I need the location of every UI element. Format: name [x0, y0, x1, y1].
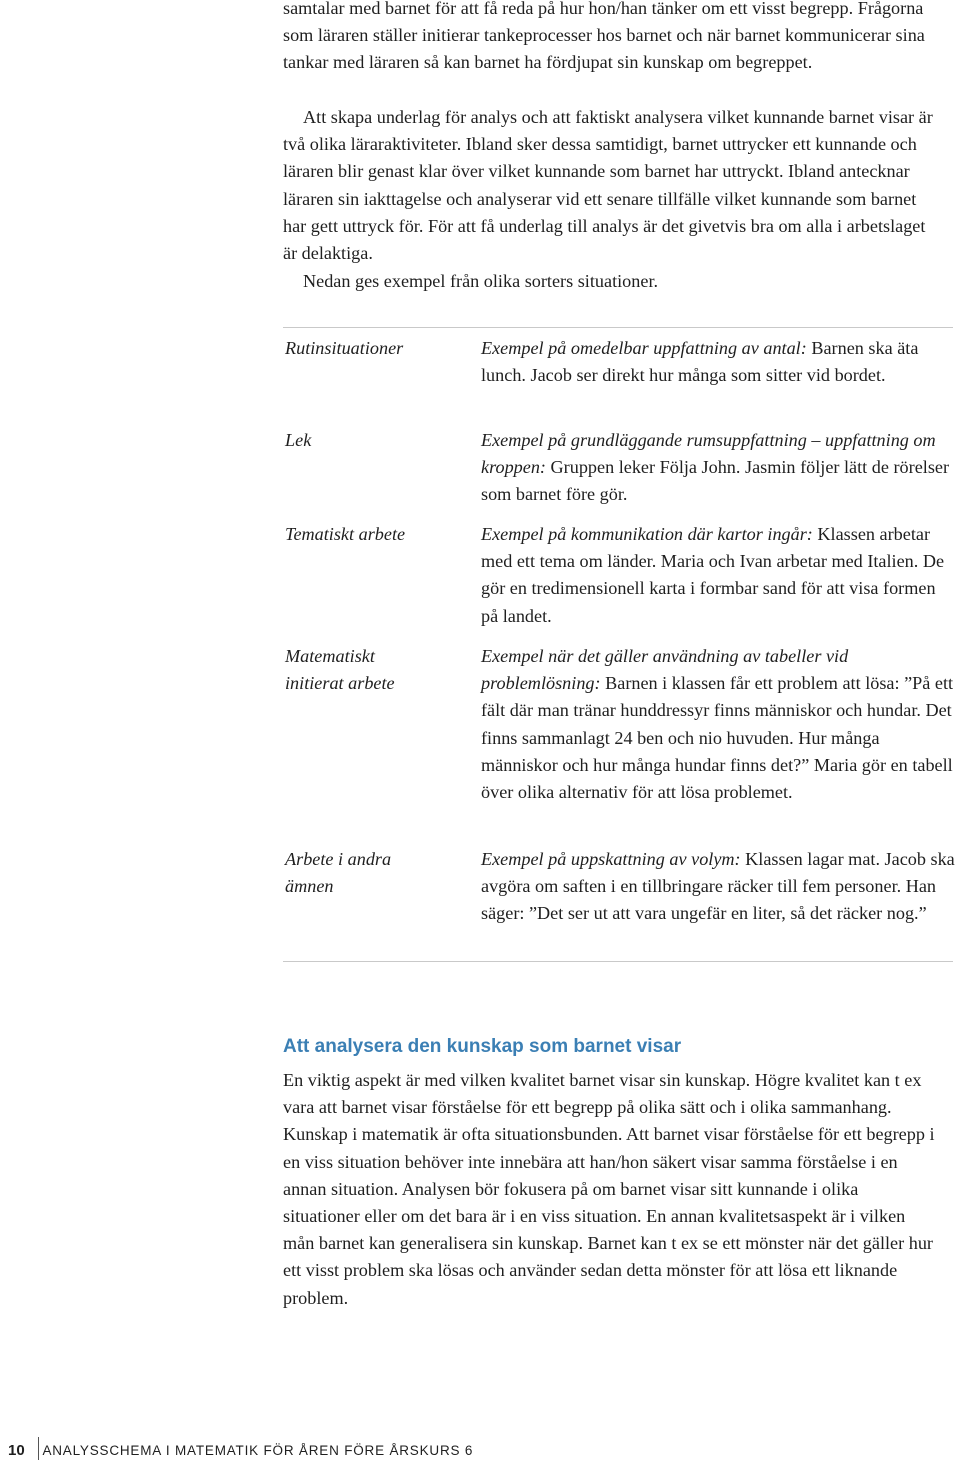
situation-example	[481, 846, 956, 928]
section-body: En viktig aspekt är med vilken kvalitet barnet visar sin kunskap. Högre kvalitet kan t ex vara att barnet visar förståelse för ett begrepp på olika sätt och i olika sammanhang. Kunskap i matematik är ofta situationsbunden. Att barnet visar förståelse för ett begrepp i en viss situation behöver inte innebära att han/hon säkert visar samma förståelse i en annan situation. Analysen bör fokusera på om barnet visar sitt kunnande i olika situationer eller om det bara är i en viss situation. En annan kvalitetsaspekt är i vilken mån barnet kan generalisera sin kunskap. Barnet kan t ex se ett mönster när det gäller hur ett visst problem ska lösas och använder sedan detta mönster för att lösa ett liknande problem.	[283, 1070, 935, 1308]
footer-title: ANALYSSCHEMA I MATEMATIK FÖR ÅREN FÖRE ÅRSKURS 6	[42, 1443, 474, 1458]
example-text: Barnen ska äta lunch. Jacob ser direkt hur många som sitter vid bordet.	[481, 338, 919, 386]
situation-example	[481, 521, 956, 630]
example-lead: Exempel på omedelbar uppfattning av antal:	[481, 338, 807, 358]
example-text: Barnen i klassen får ett problem att lösa: ”På ett fält där man tränar hunddressyr finns människor och hundar. Det finns sammanlagt 24 ben och nio huvuden. Hur många människor och hur många hundar finns det?” Maria gör en tabell över olika alternativ för att lösa problemet.	[481, 673, 954, 803]
situation-label: Matematiskt initierat arbete	[285, 646, 395, 694]
section-heading: Att analysera den kunskap som barnet visar	[283, 1036, 682, 1057]
page-footer	[8, 1442, 473, 1459]
situation-example	[481, 643, 956, 806]
example-lead: Exempel när det gäller användning av tabeller vid problemlösning:	[481, 646, 849, 694]
example-text: Klassen lagar mat. Jacob ska avgöra om saften i en tillbringare räcker till fem personer. Han säger: ”Det ser ut att vara ungefär en liter, så det räcker nog.”	[481, 849, 955, 924]
table-top-rule	[283, 327, 953, 328]
intro-paragraph: samtalar med barnet för att få reda på hur hon/han tänker om ett visst begrepp. Frågorna som läraren ställer initierar tankeprocesser hos barnet och när barnet kommunicerar sina tankar med läraren så kan barnet ha fördjupat sin kunskap om begreppet.	[283, 0, 925, 73]
situation-label: Tematiskt arbete	[285, 524, 406, 544]
situation-label: Lek	[285, 430, 312, 450]
example-lead: Exempel på uppskattning av volym:	[481, 849, 741, 869]
page-number: 10	[8, 1442, 25, 1459]
body-paragraph: Att skapa underlag för analys och att faktiskt analysera vilket kunnande barnet visar är två olika läraraktiviteter. Ibland sker dessa samtidigt, barnet uttrycker ett kunnande och läraren blir genast klar över vilket kunnande som barnet har uttryckt. Ibland antecknar läraren sin iakttagelse och analyserar vid ett senare tillfälle vilket kunnande som barnet har gett uttryck för. För att få underlag till analys är det givetvis bra om alla i arbetslaget är delaktiga.	[283, 107, 933, 264]
situation-example	[481, 335, 956, 389]
example-lead: Exempel på kommunikation där kartor ingår:	[481, 524, 813, 544]
situation-label: Arbete i andra ämnen	[285, 849, 392, 897]
table-bottom-rule	[283, 961, 953, 962]
situation-example	[481, 427, 956, 509]
example-text: Gruppen leker Följa John. Jasmin följer lätt de rörelser som barnet före gör.	[481, 457, 950, 505]
example-lead: Exempel på grundläggande rumsuppfattning – uppfattning om kroppen:	[481, 430, 936, 478]
situation-label: Rutinsituationer	[285, 338, 404, 358]
body-paragraph-last: Nedan ges exempel från olika sorters situationer.	[303, 271, 659, 291]
example-text: Klassen arbetar med ett tema om länder. Maria och Ivan arbetar med Italien. De gör en tredimensionell karta i formbar sand för att visa formen på landet.	[481, 524, 945, 626]
